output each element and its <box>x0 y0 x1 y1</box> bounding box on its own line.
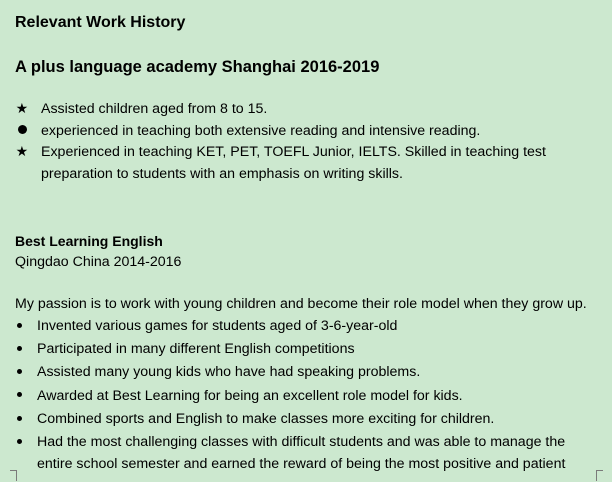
margin-corner-mark <box>10 470 17 481</box>
dot-icon <box>15 339 23 361</box>
dot-icon <box>15 432 23 454</box>
dot-icon <box>15 409 23 431</box>
section-heading: Relevant Work History <box>15 14 186 31</box>
job-title: Best Learning English <box>15 233 163 249</box>
list-item-text: Had the most challenging classes with difficult students and was able to manage the entire school semester and earned the reward of being the most positive and patient <box>37 433 566 472</box>
dot-icon <box>15 386 23 408</box>
list-item <box>15 386 590 408</box>
list-item-text: Assisted many young kids who have had speaking problems. <box>37 364 421 381</box>
job-title: A plus language academy Shanghai 2016-2019 <box>15 58 380 76</box>
star-icon: ★ <box>15 144 29 161</box>
job-location-dates: Qingdao China 2014-2016 <box>15 254 182 270</box>
list-item-text: Invented various games for students aged of 3-6-year-old <box>37 318 398 334</box>
list-item <box>15 432 590 475</box>
dot-icon <box>15 121 29 143</box>
list-item-text: experienced in teaching both extensive reading and intensive reading. <box>41 122 481 139</box>
list-item <box>15 121 575 143</box>
job-summary: My passion is to work with young children and become their role model when they grow up. <box>15 296 587 312</box>
list-item-text: Combined sports and English to make classes more exciting for children. <box>37 410 495 427</box>
list-item <box>15 99 575 121</box>
list-item <box>15 316 590 338</box>
list-item <box>15 142 575 185</box>
star-icon: ★ <box>15 101 29 117</box>
dot-icon <box>15 362 23 384</box>
list-item-text: Experienced in teaching KET, PET, TOEFL Junior, IELTS. Skilled in teaching test preparation to students with an emphasis on writing skills. <box>41 144 546 182</box>
list-item <box>15 339 590 361</box>
job1-bullet-list <box>15 99 575 185</box>
list-item-text: Assisted children aged from 8 to 15. <box>41 101 268 117</box>
dot-icon <box>15 316 23 338</box>
list-item-text: Participated in many different English competitions <box>37 341 355 358</box>
list-item <box>15 409 590 431</box>
list-item-text: Awarded at Best Learning for being an excellent role model for kids. <box>37 387 463 404</box>
margin-corner-mark <box>596 470 603 481</box>
job2-bullet-list <box>15 316 590 477</box>
list-item <box>15 362 590 384</box>
